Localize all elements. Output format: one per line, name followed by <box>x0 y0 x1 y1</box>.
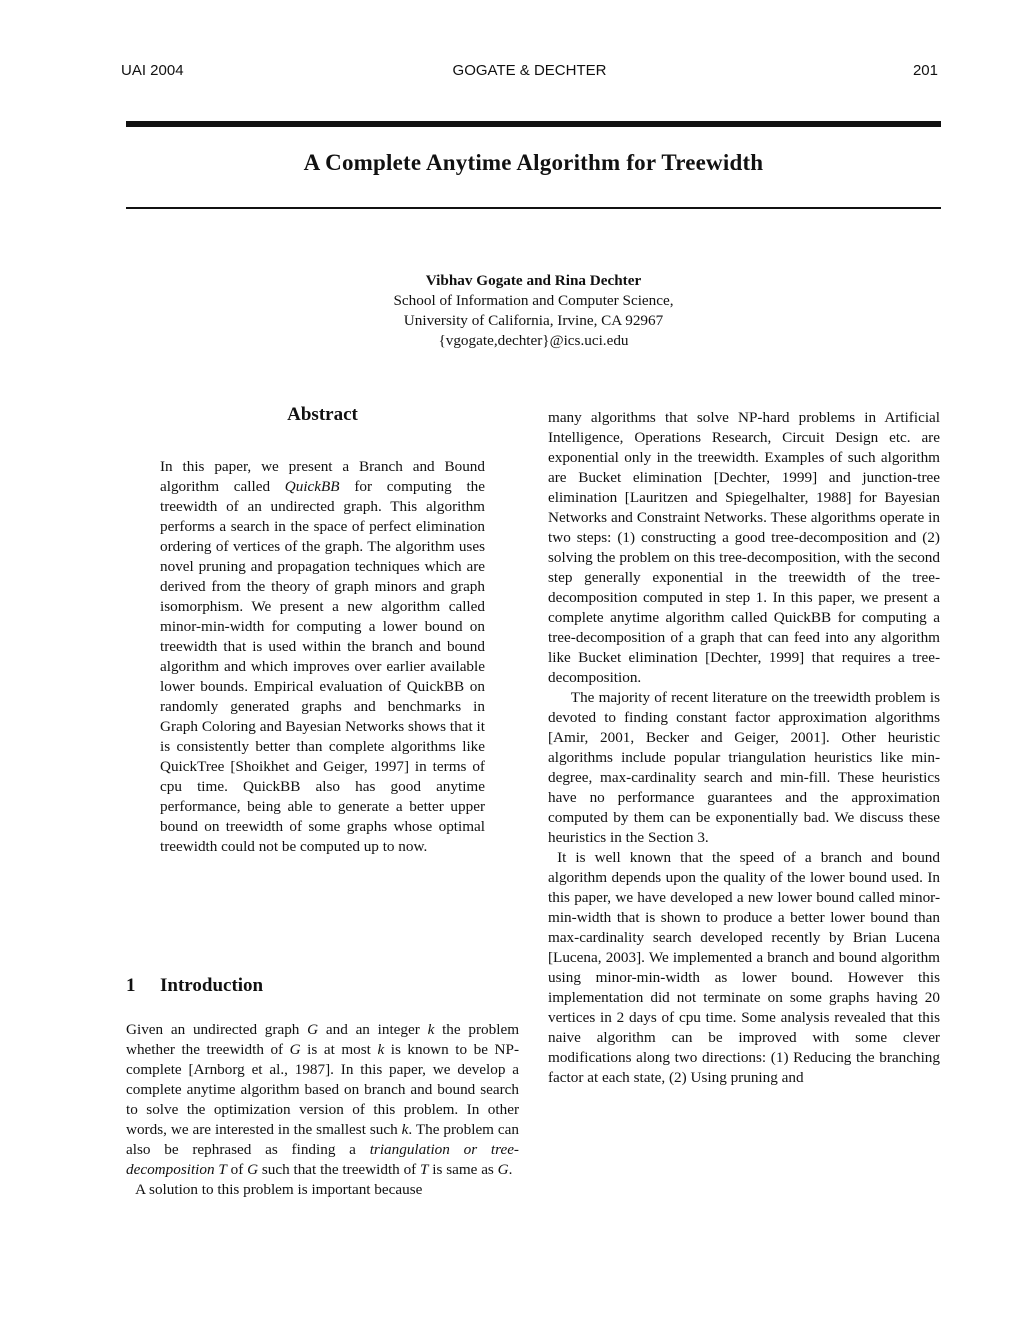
page-number: 201 <box>912 62 938 79</box>
math-var: G <box>497 1161 509 1178</box>
math-var: G <box>307 1021 319 1038</box>
quickbb-emphasis: QuickBB <box>284 478 340 495</box>
intro-text: and an integer <box>318 1021 428 1038</box>
author-email: {vgogate,dechter}@ics.uci.edu <box>438 332 629 349</box>
affiliation-line-1: School of Information and Computer Science, <box>393 292 674 309</box>
intro-text: . <box>508 1161 513 1178</box>
paper-title: A Complete Anytime Algorithm for Treewidth <box>303 150 764 175</box>
intro-text: is at most <box>300 1041 378 1058</box>
math-var: k <box>377 1041 385 1058</box>
conference-label: UAI 2004 <box>121 62 184 79</box>
running-authors: GOGATE & DECHTER <box>452 62 607 79</box>
section-number: 1 <box>126 975 136 996</box>
intro-text: of <box>226 1161 248 1178</box>
math-var: T <box>218 1161 227 1178</box>
right-paragraph-1: many algorithms that solve NP-hard problems in Artificial Intelligence, Operations Research, Circuit Design etc. are exponential only in the treewidth. Examples of such algorithm are Bucket elimination [Dechter, 1999] and junction-tree elimination [Lauritzen and Spiegelhalter, 1988] for Bayesian Networks and Constraint Networks. These algorithms operate in two steps: (1) constructing a good tree-decomposition and (2) solving the problem on this tree-decomposition, with the second step generally exponential in the treewidth of the tree-decomposition computed in step 1. In this paper, we present a complete anytime algorithm called QuickBB for computing a tree-decomposition of a graph that can feed into any algorithm like Bucket elimination [Dechter, 1999] that requires a tree-decomposition. <box>548 409 940 686</box>
math-var: k <box>427 1021 435 1038</box>
abstract-heading: Abstract <box>287 404 358 425</box>
author-names: Vibhav Gogate and Rina Dechter <box>425 272 642 289</box>
right-paragraph-3: It is well known that the speed of a branch and bound algorithm depends upon the quality of the lower bound used. In this paper, we have developed a new lower bound called minor-min-width that is shown to produce a better lower bound than max-cardinality search developed recently by Brian Lucena [Lucena, 2003]. We implemented a branch and bound algorithm using minor-min-width as lower bound. However this implementation did not terminate on some graphs having 20 vertices in 2 days of cpu time. Some analysis revealed that this naive algorithm can be improved with some clever modifications along two directions: (1) Reducing the branching factor at each state, (2) Using pruning and <box>548 849 940 1086</box>
abstract-body <box>160 457 485 857</box>
introduction-paragraph-2: A solution to this problem is important because <box>135 1181 423 1198</box>
math-var: k <box>401 1121 409 1138</box>
author-block <box>126 271 941 351</box>
math-var: T <box>420 1161 429 1178</box>
title-rule-top <box>126 121 941 127</box>
intro-text: is known to be NP-complete [Arnborg et al., 1987]. In this paper, we develop a complete anytime algorithm based on branch and bound search to solve the optimization version of this problem. In other words, we are interested in the smallest such <box>126 1041 519 1138</box>
affiliation-line-2: University of California, Irvine, CA 92967 <box>403 312 664 329</box>
introduction-body <box>126 1020 519 1200</box>
section-heading-introduction <box>126 975 519 997</box>
running-head <box>121 62 938 82</box>
intro-text: the problem whether the treewidth of <box>126 1021 520 1058</box>
abstract-paragraph <box>160 457 485 857</box>
triangulation-emphasis: triangulation or tree-decomposition <box>126 1141 519 1178</box>
abstract-text-2: for computing the treewidth of an undirected graph. This algorithm performs a search in the space of perfect elimination ordering of vertices of the graph. The algorithm uses novel pruning and propagation techniques which are derived from the theory of graph minors and graph isomorphism. We present a new algorithm called minor-min-width for computing a lower bound on treewidth that is used within the branch and bound algorithm and which improves over earlier available lower bounds. Empirical evaluation of QuickBB on randomly generated graphs and benchmarks in Graph Coloring and Bayesian Networks shows that it is consistently better than complete algorithms like QuickTree [Shoikhet and Geiger, 1997] in terms of cpu time. QuickBB also has good anytime performance, being able to generate a better upper bound on treewidth of some graphs whose optimal treewidth could not be computed up to now. <box>160 478 485 855</box>
intro-text: Given an undirected graph <box>126 1021 308 1038</box>
intro-text: . The problem can also be rephrased as finding a <box>126 1121 520 1158</box>
math-var: G <box>247 1161 259 1178</box>
intro-text: is same as <box>428 1161 498 1178</box>
title-rule-bottom <box>126 207 941 209</box>
right-paragraph-2: The majority of recent literature on the treewidth problem is devoted to finding constant factor approximation algorithms [Amir, 2001, Becker and Geiger, 2001]. Other heuristic algorithms include popular triangulation heuristics like min-degree, max-cardinality search and min-fill. These heuristics have no performance guarantees and the approximation computed by them can be exponentially bad. We discuss these heuristics in the Section 3. <box>548 689 940 846</box>
introduction-paragraph-1 <box>126 1020 519 1180</box>
right-column-body <box>548 408 940 1088</box>
math-var: G <box>289 1041 301 1058</box>
abstract-text-1: In this paper, we present a Branch and Bound algorithm called <box>160 458 485 495</box>
section-title: Introduction <box>160 975 264 996</box>
intro-text: such that the treewidth of <box>258 1161 421 1178</box>
